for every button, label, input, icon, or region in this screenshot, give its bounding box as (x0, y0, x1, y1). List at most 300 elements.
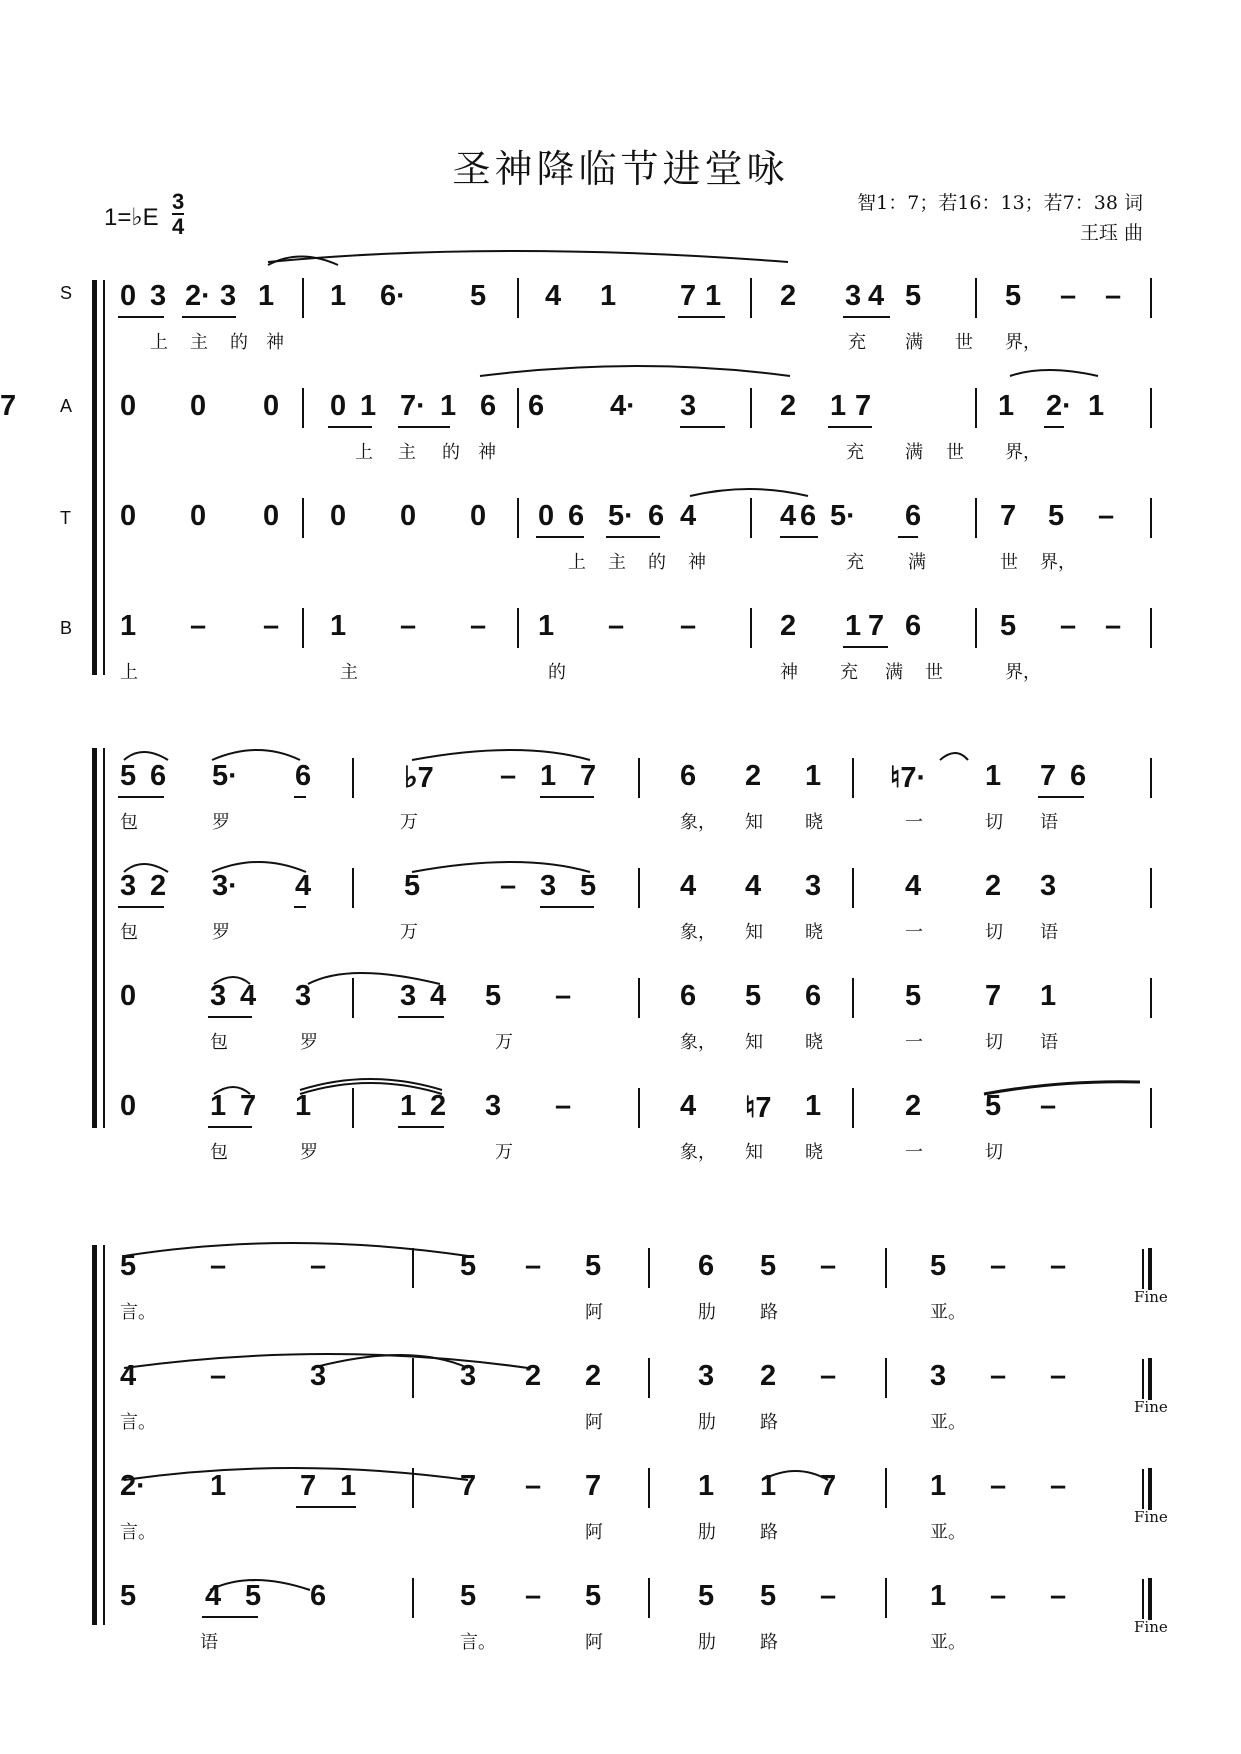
bar-line (352, 758, 354, 798)
note: 7 (300, 1470, 317, 1502)
bar-line (1150, 278, 1152, 318)
lyric-syllable: 神 (478, 442, 496, 463)
lyric-syllable: 肋 (698, 1302, 716, 1323)
note: 7 (585, 1470, 602, 1502)
lyric-syllable: 上 (355, 442, 373, 463)
note: – (525, 1250, 542, 1282)
lyric-syllable: 世 (925, 662, 943, 683)
note: 5 (1005, 280, 1022, 312)
note: 7 (680, 280, 697, 312)
bar-line (302, 278, 304, 318)
lyric-syllable: 言。 (120, 1302, 156, 1323)
lyric-syllable: 的 (442, 442, 460, 463)
beam-underline (208, 1016, 252, 1018)
lyric-syllable: 上 (150, 332, 168, 353)
note: 6 (905, 500, 922, 532)
staff-system3-soprano (0, 1250, 1241, 1340)
note: 0 (190, 500, 207, 532)
note: 5 (404, 870, 421, 902)
note: 7 (580, 760, 597, 792)
note: 1 (330, 610, 347, 642)
beam-underline (898, 536, 918, 538)
note: 4 (680, 1090, 697, 1122)
note: 3 (930, 1360, 947, 1392)
staff-system2-soprano (0, 760, 1241, 850)
note: 7 (1040, 760, 1057, 792)
beam-underline (398, 426, 450, 428)
bar-line (1150, 1088, 1152, 1128)
note: 5 (585, 1250, 602, 1282)
lyric-syllable: 晓 (805, 812, 823, 833)
bar-line (1150, 868, 1152, 908)
note: – (990, 1580, 1007, 1612)
bar-line (852, 978, 854, 1018)
note: 2 (760, 1360, 777, 1392)
beam-underline (118, 316, 164, 318)
note: 3 (485, 1090, 502, 1122)
lyric-syllable: 阿 (585, 1632, 603, 1653)
lyric-syllable: 满 (905, 442, 923, 463)
note: 0 (470, 500, 487, 532)
part-label-bass: B (60, 618, 73, 638)
lyric-syllable: 晓 (805, 1032, 823, 1053)
note: 2 (745, 760, 762, 792)
lyric-syllable: 罗 (212, 812, 230, 833)
note: 3 (805, 870, 822, 902)
lyric-syllable: 切 (985, 1032, 1003, 1053)
note: 7 (855, 390, 872, 422)
staff-system2-bass (0, 1090, 1241, 1180)
note: 6 (680, 760, 697, 792)
staff-system1-bass (0, 610, 1241, 700)
note: 1 (360, 390, 377, 422)
bar-line (517, 278, 519, 318)
note: 5 (930, 1250, 947, 1282)
note: 4 (780, 500, 797, 532)
lyric-syllable: 界， (1005, 332, 1041, 353)
beam-underline (843, 316, 890, 318)
lyric-syllable: 象， (680, 812, 716, 833)
bar-line (412, 1468, 414, 1508)
bar-line (517, 498, 519, 538)
note: 6 (680, 980, 697, 1012)
note: 1 (295, 1090, 312, 1122)
note: 0 (120, 280, 137, 312)
note: 6· (380, 280, 406, 312)
lyric-syllable: 象， (680, 922, 716, 943)
time-denominator: 4 (172, 214, 185, 239)
lyric-syllable: 切 (985, 812, 1003, 833)
note: – (820, 1250, 837, 1282)
lyric-syllable: 言。 (120, 1412, 156, 1433)
lyric-syllable: 亚。 (930, 1302, 966, 1323)
final-bar-line (1148, 1578, 1152, 1620)
note: 7· (400, 390, 426, 422)
lyric-syllable: 的 (548, 662, 566, 683)
note: – (470, 610, 487, 642)
bar-line (648, 1468, 650, 1508)
lyric-syllable: 知 (745, 1142, 763, 1163)
staff-system1-soprano (0, 280, 1241, 370)
time-signature (172, 190, 184, 238)
note: 0 (538, 500, 555, 532)
note: 7 (240, 1090, 257, 1122)
lyric-syllable: 晓 (805, 1142, 823, 1163)
note: 6 (800, 500, 817, 532)
lyric-syllable: 晓 (805, 922, 823, 943)
note: 6 (805, 980, 822, 1012)
note: 3 (845, 280, 862, 312)
note: 6 (648, 500, 665, 532)
note: 3 (400, 980, 417, 1012)
lyric-syllable: 知 (745, 922, 763, 943)
lyric-syllable: 肋 (698, 1412, 716, 1433)
fine-marking: Fine (1134, 1508, 1168, 1526)
lyric-syllable: 主 (190, 332, 208, 353)
beam-underline (540, 906, 594, 908)
bar-line (750, 498, 752, 538)
note: – (1098, 500, 1115, 532)
lyric-syllable: 包 (210, 1142, 228, 1163)
bar-line (1150, 608, 1152, 648)
note: 5· (830, 500, 856, 532)
note: 7 (460, 1470, 477, 1502)
lyric-syllable: 满 (905, 332, 923, 353)
note: 5 (120, 1580, 137, 1612)
lyric-syllable: 充 (846, 552, 864, 573)
note: – (1050, 1250, 1067, 1282)
note: 3 (1040, 870, 1057, 902)
note: 1 (340, 1470, 357, 1502)
note: 5 (580, 870, 597, 902)
note: 0 (400, 500, 417, 532)
note: 5· (608, 500, 634, 532)
lyric-syllable: 阿 (585, 1302, 603, 1323)
bar-line (648, 1578, 650, 1618)
note: 3 (210, 980, 227, 1012)
bar-line (975, 388, 977, 428)
note: 1 (538, 610, 555, 642)
score-title: 圣神降临节进堂咏 (452, 147, 789, 191)
lyric-syllable: 神 (780, 662, 798, 683)
note: 5 (905, 980, 922, 1012)
note: – (400, 610, 417, 642)
beam-underline (398, 1016, 444, 1018)
note: 4 (868, 280, 885, 312)
beam-underline (208, 1126, 252, 1128)
lyricist-credit: 智1：7；若16：13；若7：38 词 (857, 192, 1143, 214)
lyric-syllable: 神 (688, 552, 706, 573)
note: 5 (698, 1580, 715, 1612)
bar-line (975, 498, 977, 538)
lyric-syllable: 的 (230, 332, 248, 353)
note: 0 (263, 390, 280, 422)
note: – (990, 1250, 1007, 1282)
beam-underline (1038, 796, 1084, 798)
note: 0 (263, 500, 280, 532)
bar-line (852, 868, 854, 908)
note: 7 (868, 610, 885, 642)
note: 4 (545, 280, 562, 312)
note: 6 (295, 760, 312, 792)
beam-underline (398, 1126, 444, 1128)
note: – (310, 1250, 327, 1282)
lyric-syllable: 满 (908, 552, 926, 573)
lyric-syllable: 万 (495, 1032, 513, 1053)
note: – (1105, 280, 1122, 312)
note: 1 (440, 390, 457, 422)
bar-line (750, 388, 752, 428)
lyric-syllable: 主 (398, 442, 416, 463)
lyric-syllable: 阿 (585, 1412, 603, 1433)
bar-line (638, 978, 640, 1018)
note: 1 (1040, 980, 1057, 1012)
note: – (1050, 1580, 1067, 1612)
note: 1 (760, 1470, 777, 1502)
bar-line (648, 1248, 650, 1288)
lyric-syllable: 阿 (585, 1522, 603, 1543)
note: 1 (805, 760, 822, 792)
note: 5 (245, 1580, 262, 1612)
bar-line (1150, 978, 1152, 1018)
note: 2 (780, 390, 797, 422)
note: 5 (460, 1250, 477, 1282)
note: 1 (600, 280, 617, 312)
note: 1 (705, 280, 722, 312)
lyric-syllable: 世 (946, 442, 964, 463)
note: 4 (745, 870, 762, 902)
lyric-syllable: 一 (905, 1142, 923, 1163)
bar-line (352, 978, 354, 1018)
lyric-syllable: 主 (608, 552, 626, 573)
lyric-syllable: 路 (760, 1632, 778, 1653)
bar-line (648, 1358, 650, 1398)
note: 6 (528, 390, 545, 422)
note: 2 (150, 870, 167, 902)
lyric-syllable: 界， (1005, 662, 1041, 683)
note: 2 (780, 280, 797, 312)
note: 6 (568, 500, 585, 532)
bar-line (302, 388, 304, 428)
note: 5 (120, 1250, 137, 1282)
bar-line (638, 868, 640, 908)
note: 1 (210, 1470, 227, 1502)
lyric-syllable: 象， (680, 1142, 716, 1163)
note: 4· (610, 390, 636, 422)
lyric-syllable: 主 (340, 662, 358, 683)
beam-underline (182, 316, 236, 318)
note: 4 (205, 1580, 222, 1612)
beam-underline (328, 426, 372, 428)
note: – (680, 610, 697, 642)
note: 2 (430, 1090, 447, 1122)
beam-underline (540, 796, 594, 798)
lyric-syllable: 包 (210, 1032, 228, 1053)
note: 2 (780, 610, 797, 642)
note: 6 (698, 1250, 715, 1282)
lyric-syllable: 上 (120, 662, 138, 683)
fine-marking: Fine (1134, 1398, 1168, 1416)
beam-underline (536, 536, 584, 538)
note: 1 (210, 1090, 227, 1122)
lyric-syllable: 罗 (212, 922, 230, 943)
bar-line (412, 1578, 414, 1618)
lyric-syllable: 亚。 (930, 1412, 966, 1433)
note: – (1050, 1360, 1067, 1392)
note: 0 (120, 390, 137, 422)
note: 1 (830, 390, 847, 422)
note: – (1060, 610, 1077, 642)
beam-underline (118, 906, 164, 908)
lyric-syllable: 界， (1040, 552, 1076, 573)
bar-line (885, 1578, 887, 1618)
note: 7 (0, 390, 17, 422)
note: 3 (310, 1360, 327, 1392)
beam-underline (294, 906, 306, 908)
note: 5 (485, 980, 502, 1012)
note: – (555, 1090, 572, 1122)
bar-line (852, 1088, 854, 1128)
fine-marking: Fine (1134, 1288, 1168, 1306)
note: 4 (905, 870, 922, 902)
note: 6 (1070, 760, 1087, 792)
lyric-syllable: 满 (885, 662, 903, 683)
final-bar-line (1148, 1358, 1152, 1400)
note: – (263, 610, 280, 642)
note: 3 (220, 280, 237, 312)
beam-underline (780, 536, 818, 538)
note: 0 (120, 980, 137, 1012)
note: 2 (585, 1360, 602, 1392)
bar-line (638, 1088, 640, 1128)
note: 7 (820, 1470, 837, 1502)
note: 5 (585, 1580, 602, 1612)
note: – (500, 870, 517, 902)
time-numerator: 3 (172, 189, 185, 214)
note: 0 (190, 390, 207, 422)
note: – (1060, 280, 1077, 312)
lyric-syllable: 路 (760, 1302, 778, 1323)
beam-underline (118, 796, 164, 798)
note: – (500, 760, 517, 792)
beam-underline (678, 316, 725, 318)
staff-system1-tenor (0, 500, 1241, 590)
lyric-syllable: 界， (1005, 442, 1041, 463)
note: 0 (120, 1090, 137, 1122)
part-label-soprano: S (60, 283, 73, 303)
note: 1 (258, 280, 275, 312)
lyric-syllable: 亚。 (930, 1632, 966, 1653)
note: 1 (698, 1470, 715, 1502)
lyric-syllable: 象， (680, 1032, 716, 1053)
lyric-syllable: 罗 (300, 1142, 318, 1163)
bar-line (302, 608, 304, 648)
lyric-syllable: 切 (985, 922, 1003, 943)
note: – (990, 1360, 1007, 1392)
note: – (1040, 1090, 1057, 1122)
note: – (990, 1470, 1007, 1502)
lyric-syllable: 神 (266, 332, 284, 353)
note: 2· (185, 280, 211, 312)
staff-system3-bass (0, 1580, 1241, 1670)
note: 6 (150, 760, 167, 792)
bar-line (352, 1088, 354, 1128)
staff-system2-tenor (0, 980, 1241, 1070)
lyric-syllable: 罗 (300, 1032, 318, 1053)
bar-line (750, 278, 752, 318)
note: 0 (120, 500, 137, 532)
lyric-syllable: 世 (1000, 552, 1018, 573)
lyric-syllable: 充 (840, 662, 858, 683)
bar-line (885, 1468, 887, 1508)
lyric-syllable: 包 (120, 812, 138, 833)
note: 3 (698, 1360, 715, 1392)
note: 1 (930, 1470, 947, 1502)
note: 5 (470, 280, 487, 312)
beam-underline (828, 426, 872, 428)
note: 5 (760, 1580, 777, 1612)
lyric-syllable: 肋 (698, 1522, 716, 1543)
note: ♭7 (404, 762, 434, 794)
bar-line (885, 1248, 887, 1288)
lyric-syllable: 充 (846, 442, 864, 463)
beam-underline (606, 536, 660, 538)
staff-system2-alto (0, 870, 1241, 960)
lyric-syllable: 万 (495, 1142, 513, 1163)
note: 1 (805, 1090, 822, 1122)
note: 0 (330, 500, 347, 532)
lyric-syllable: 语 (1040, 812, 1058, 833)
bar-line (750, 608, 752, 648)
lyric-syllable: 语 (1040, 1032, 1058, 1053)
note: 0 (330, 390, 347, 422)
note: 5 (1000, 610, 1017, 642)
note: 4 (240, 980, 257, 1012)
note: – (190, 610, 207, 642)
note: 1 (120, 610, 137, 642)
note: 1 (330, 280, 347, 312)
note: 3· (212, 870, 238, 902)
note: 2 (525, 1360, 542, 1392)
note: 1 (930, 1580, 947, 1612)
bar-line (352, 868, 354, 908)
beam-underline (680, 426, 725, 428)
note: 3 (460, 1360, 477, 1392)
note: 1 (845, 610, 862, 642)
note: ♮7 (745, 1092, 772, 1124)
note: 3 (680, 390, 697, 422)
note: 7 (1000, 500, 1017, 532)
note: – (210, 1360, 227, 1392)
note: ♮7· (890, 762, 927, 794)
bar-line (1150, 758, 1152, 798)
bar-line (412, 1248, 414, 1288)
bar-line (975, 608, 977, 648)
lyric-syllable: 一 (905, 1032, 923, 1053)
lyric-syllable: 万 (400, 812, 418, 833)
note: – (820, 1360, 837, 1392)
part-label-tenor: T (60, 508, 71, 528)
note: 6 (480, 390, 497, 422)
bar-line (1150, 498, 1152, 538)
bar-line (1150, 388, 1152, 428)
note: 4 (680, 870, 697, 902)
beam-underline (843, 646, 888, 648)
note: – (1105, 610, 1122, 642)
note: 1 (540, 760, 557, 792)
note: 4 (295, 870, 312, 902)
bar-line (852, 758, 854, 798)
